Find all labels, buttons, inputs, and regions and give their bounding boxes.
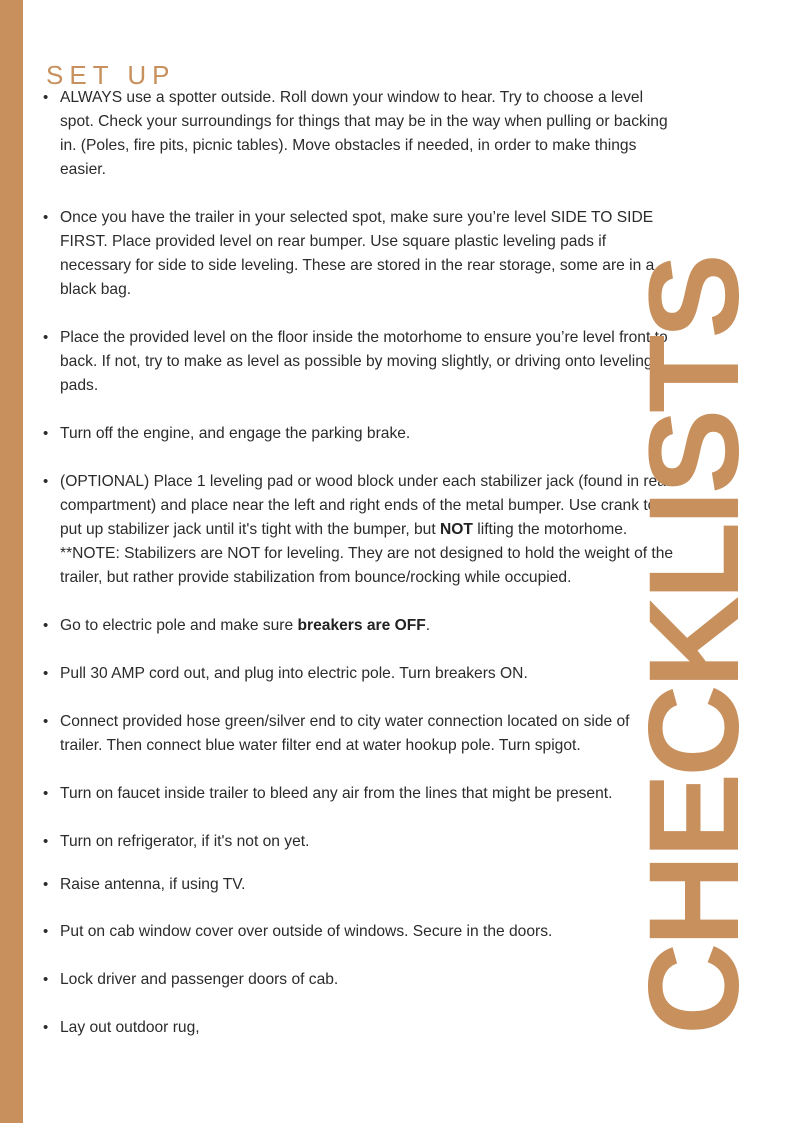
checklist-item <box>40 830 675 854</box>
checklist-item <box>40 470 675 590</box>
item-text: Go to electric pole and make sure <box>60 617 298 634</box>
item-text: Turn off the engine, and engage the parking brake. <box>60 425 411 442</box>
checklist-item <box>40 206 675 302</box>
item-text: Turn on refrigerator, if it's not on yet. <box>60 833 310 850</box>
item-text: Turn on faucet inside trailer to bleed any air from the lines that might be present. <box>60 785 613 802</box>
item-text: Once you have the trailer in your selected spot, make sure you’re level SIDE TO SIDE FIRST. Place provided level on rear bumper. Use square plastic leveling pads if necessary for side to side leveling. These are stored in the rear storage, some are in a black bag. <box>60 209 655 298</box>
item-text: (OPTIONAL) Place 1 leveling pad or wood block under each stabilizer jack (found in rear compartment) and place near the left and right ends of the metal bumper. Use crank to put up stabilizer jack until it's tight with the bumper, but <box>60 473 672 538</box>
item-text: Lay out outdoor rug, <box>60 1019 200 1036</box>
checklist <box>40 86 675 1040</box>
checklist-item <box>40 782 675 806</box>
page-heading: SET UP <box>46 60 176 90</box>
checklist-item <box>40 920 675 944</box>
checklist-item <box>40 710 675 758</box>
item-text: Connect provided hose green/silver end to city water connection located on side of trailer. Then connect blue water filter end at water hookup pole. Turn spigot. <box>60 713 630 754</box>
checklist-item <box>40 614 675 638</box>
item-text: Pull 30 AMP cord out, and plug into electric pole. Turn breakers ON. <box>60 665 528 682</box>
checklist-item <box>40 873 675 897</box>
checklist-item <box>40 1016 675 1040</box>
emphasized-text: NOT <box>440 521 473 538</box>
item-text: ALWAYS use a spotter outside. Roll down your window to hear. Try to choose a level spot. Check your surroundings for things that may be in the way when pulling or backing in. (Poles, fire pits, picnic tables). Move obstacles if needed, in order to make things easier. <box>60 89 668 178</box>
checklist-item <box>40 662 675 686</box>
item-text: Put on cab window cover over outside of windows. Secure in the doors. <box>60 923 553 940</box>
checklist-item <box>40 86 675 182</box>
item-text: Raise antenna, if using TV. <box>60 876 246 893</box>
item-text: . <box>425 617 431 634</box>
item-text: Place the provided level on the floor inside the motorhome to ensure you’re level front to back. If not, try to make as level as possible by moving slightly, or driving onto leveling pads. <box>60 329 668 394</box>
checklist-item <box>40 968 675 992</box>
item-text: Lock driver and passenger doors of cab. <box>60 971 339 988</box>
checklist-item <box>40 422 675 446</box>
item-text: lifting the motorhome. **NOTE: Stabilizers are NOT for leveling. They are not designed to hold the weight of the trailer, but rather provide stabilization from bounce/rocking while occupied. <box>60 521 674 586</box>
decorative-side-bar <box>0 0 23 1123</box>
emphasized-text: breakers are OFF <box>297 617 426 634</box>
vertical-title: CHECKLISTS <box>623 257 766 1035</box>
checklist-item <box>40 326 675 398</box>
